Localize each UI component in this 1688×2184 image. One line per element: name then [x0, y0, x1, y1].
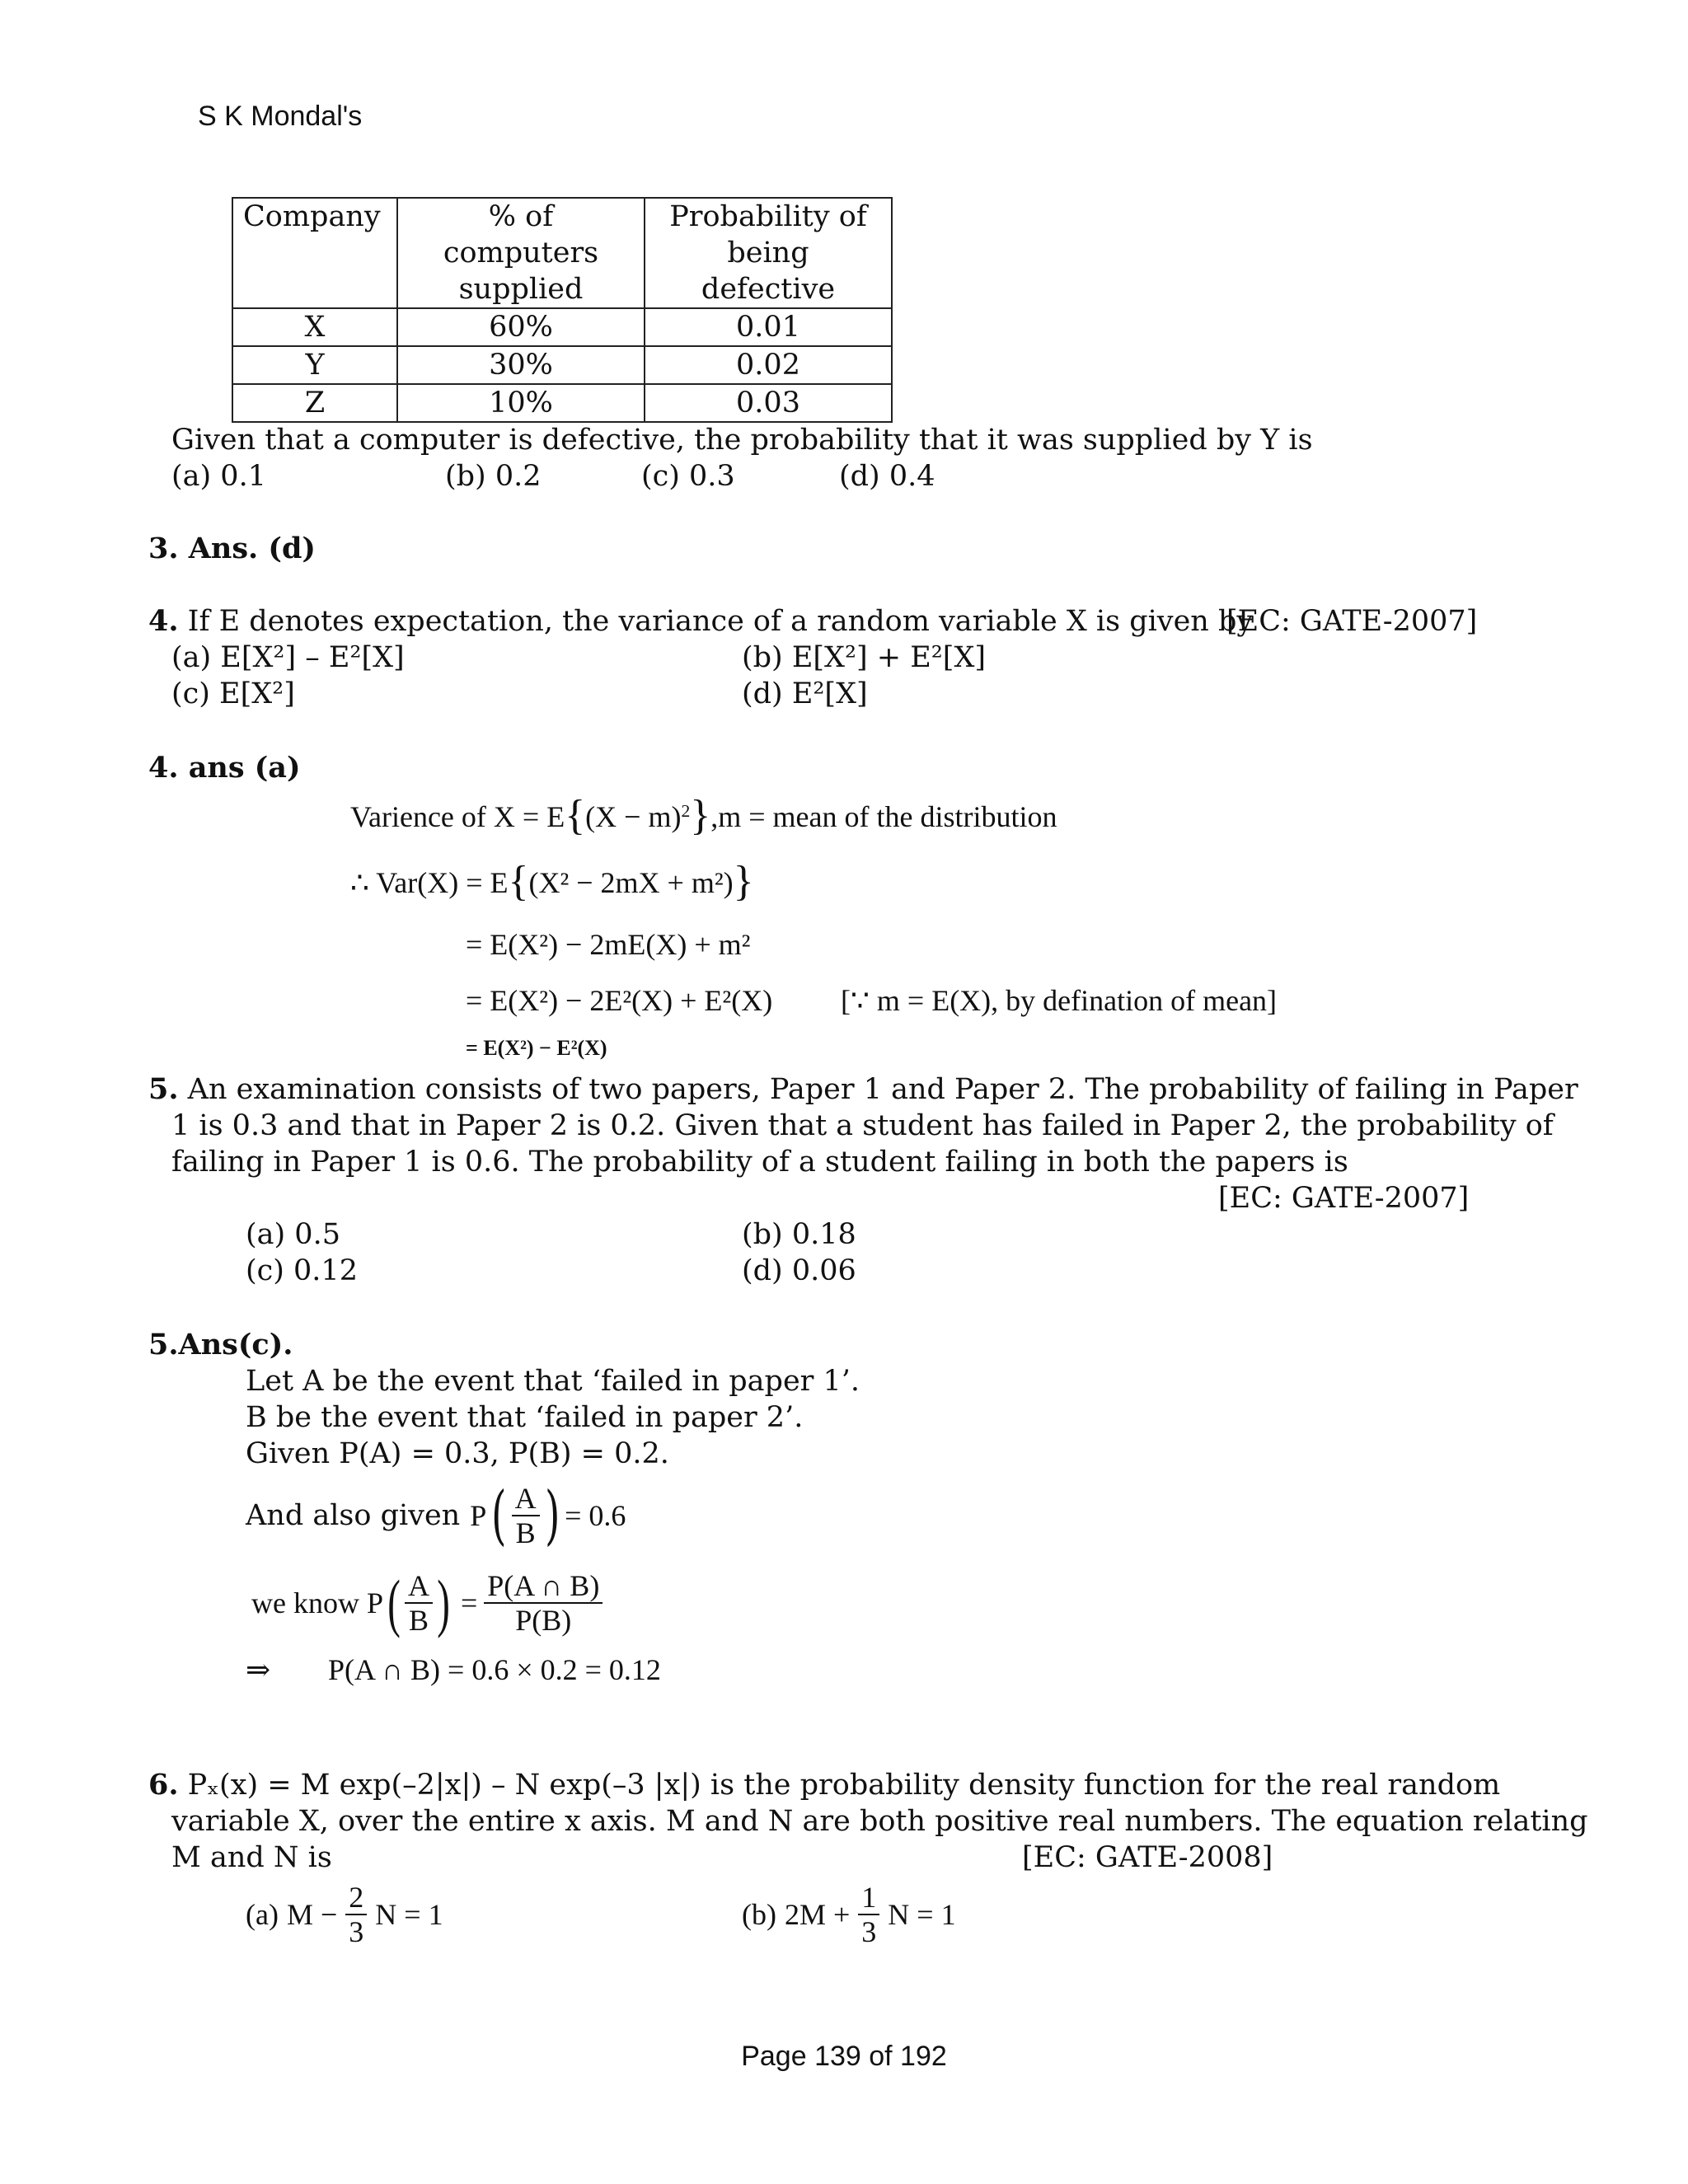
table-header-row	[232, 198, 892, 308]
q4-sol-l4a: = E(X²) − 2E²(X) + E²(X)	[466, 984, 773, 1017]
q4-tag: [EC: GATE-2007]	[1226, 605, 1478, 638]
table-cell: X	[232, 308, 397, 346]
header-title: S K Mondal's	[198, 101, 363, 132]
q6-number: 6.	[148, 1768, 179, 1802]
q5-tag: [EC: GATE-2007]	[1218, 1182, 1470, 1215]
q4-question	[148, 603, 1253, 640]
header-company: Company	[232, 198, 397, 308]
q6-opt-a-label: (a)	[246, 1898, 279, 1931]
q5-sol-line6: P(A ∩ B) = 0.6 × 0.2 = 0.12	[328, 1653, 661, 1686]
q6-option-b	[742, 1877, 956, 1952]
table-cell: 0.03	[645, 384, 892, 422]
q5-option-c: (c) 0.12	[246, 1254, 358, 1287]
q5-sol-line4: And also given P ( $\frac{A}{B}$ ) = 0.6	[246, 1479, 626, 1553]
q6-opt-a-post: N = 1	[375, 1898, 443, 1931]
q3-option-b: (b) 0.2	[445, 460, 542, 493]
q6-opt-b-pre: 2M +	[784, 1898, 851, 1931]
q6-opt-b-label: (b)	[742, 1898, 776, 1931]
q4-option-a: (a) E[X²] – E²[X]	[171, 641, 405, 674]
q5-option-b: (b) 0.18	[742, 1218, 856, 1251]
q4-sol-line4	[466, 977, 772, 1024]
table-cell: 0.02	[645, 346, 892, 384]
q4-option-c: (c) E[X²]	[171, 677, 295, 710]
q4-answer: 4. ans (a)	[148, 751, 301, 785]
q5-sol-fraction-ab: $\frac{A}{B}$	[512, 1482, 540, 1549]
q4-option-b: (b) E[X²] + E²[X]	[742, 641, 987, 674]
q6-option-a	[246, 1877, 443, 1952]
q4-sol-l1c: ,m = mean of the distribution	[710, 800, 1057, 833]
q5-sol-l5a: we know P	[251, 1586, 383, 1619]
q5-option-d: (d) 0.06	[742, 1254, 856, 1287]
q5-sol-l4p: P	[470, 1499, 487, 1532]
table-cell: Y	[232, 346, 397, 384]
q3-question: Given that a computer is defective, the probability that it was supplied by Y is	[171, 424, 1313, 457]
table-row	[232, 346, 892, 384]
q4-sol-line2: ∴ Var(X) = E{(X² − 2mX + m²)}	[350, 858, 754, 905]
q4-sol-line3: = E(X²) − 2mE(X) + m²	[466, 928, 751, 961]
table-cell: Z	[232, 384, 397, 422]
q5-text1: An examination consists of two papers, Paper 1 and Paper 2. The probability of failing in Paper	[178, 1073, 1578, 1106]
page-number: Page 139 of 192	[741, 2041, 947, 2072]
q3-option-a: (a) 0.1	[171, 460, 266, 493]
q4-sol-line1: Varience of $X = E\{(X - m)^2\},m$ = mean of the distribution	[350, 792, 1057, 839]
company-table	[232, 197, 893, 423]
table-cell: 10%	[397, 384, 645, 422]
q4-sol-l2b: (X² − 2mX + m²)	[528, 866, 734, 899]
q6-text1: Pₓ(x) = M exp(–2|x|) – N exp(–3 |x|) is the probability density function for the real random	[178, 1769, 1501, 1802]
q4-text: If E denotes expectation, the variance of a random variable X is given by	[178, 605, 1254, 638]
header-percent: % of computers supplied	[397, 198, 645, 308]
q5-number: 5.	[148, 1072, 179, 1106]
q6-line3: M and N is	[171, 1841, 332, 1874]
table-row	[232, 308, 892, 346]
q6-opt-a-fraction: $\frac{2}{3}$	[345, 1881, 367, 1948]
q6-line2: variable X, over the entire x axis. M and N are both positive real numbers. The equation relating	[171, 1805, 1588, 1838]
q5-sol-line2: B be the event that ‘failed in paper 2’.	[246, 1401, 804, 1434]
q6-tag: [EC: GATE-2008]	[1022, 1841, 1273, 1874]
table-cell: 60%	[397, 308, 645, 346]
q6-opt-b-fraction: $\frac{1}{3}$	[858, 1881, 879, 1948]
q5-answer: 5.Ans(c).	[148, 1328, 293, 1361]
q5-line2: 1 is 0.3 and that in Paper 2 is 0.2. Given that a student has failed in Paper 2, the probability of	[171, 1109, 1554, 1142]
q6-opt-a-pre: M −	[286, 1898, 338, 1931]
q5-sol-line3: Given P(A) = 0.3, P(B) = 0.2.	[246, 1437, 669, 1470]
q3-option-d: (d) 0.4	[839, 460, 935, 493]
q6-opt-b-post: N = 1	[888, 1898, 956, 1931]
q3-option-c: (c) 0.3	[641, 460, 735, 493]
q4-sol-l1b: (X − m)	[585, 800, 682, 833]
q5-sol-l4a: And also given	[246, 1499, 461, 1532]
q4-option-d: (d) E²[X]	[742, 677, 868, 710]
q5-sol-line5: we know P ( $\frac{A}{B}$ ) = $\frac{P(A \cap B)}{P(B)}$	[251, 1566, 603, 1640]
table-row	[232, 384, 892, 422]
q5-option-a: (a) 0.5	[246, 1218, 340, 1251]
q5-sol-arrow: ⇒	[246, 1653, 271, 1686]
q4-sol-line5: = E(X²) − E²(X)	[466, 1036, 607, 1060]
q5-sol-l5eq: =	[460, 1586, 478, 1619]
q6-line1	[148, 1767, 1500, 1803]
q5-sol-fraction-bayes: $\frac{P(A \cap B)}{P(B)}$	[484, 1569, 603, 1637]
q4-sol-l2a: ∴ Var(X) = E	[350, 866, 509, 899]
q5-sol-fraction-ab2: $\frac{A}{B}$	[405, 1569, 433, 1637]
table-cell: 30%	[397, 346, 645, 384]
q5-sol-l4r: = 0.6	[565, 1499, 626, 1532]
q4-sol-l1a: Varience of X = E	[350, 800, 565, 833]
q5-line3: failing in Paper 1 is 0.6. The probability of a student failing in both the papers is	[171, 1146, 1348, 1179]
table-cell: 0.01	[645, 308, 892, 346]
q4-sol-line4-note: [∵ m = E(X), by defination of mean]	[841, 984, 1278, 1017]
q4-number: 4.	[148, 604, 179, 638]
q5-line1	[148, 1071, 1578, 1108]
q5-sol-line1: Let A be the event that ‘failed in paper 1’.	[246, 1365, 860, 1398]
header-probability: Probability of being defective	[645, 198, 892, 308]
q3-answer: 3. Ans. (d)	[148, 532, 316, 565]
